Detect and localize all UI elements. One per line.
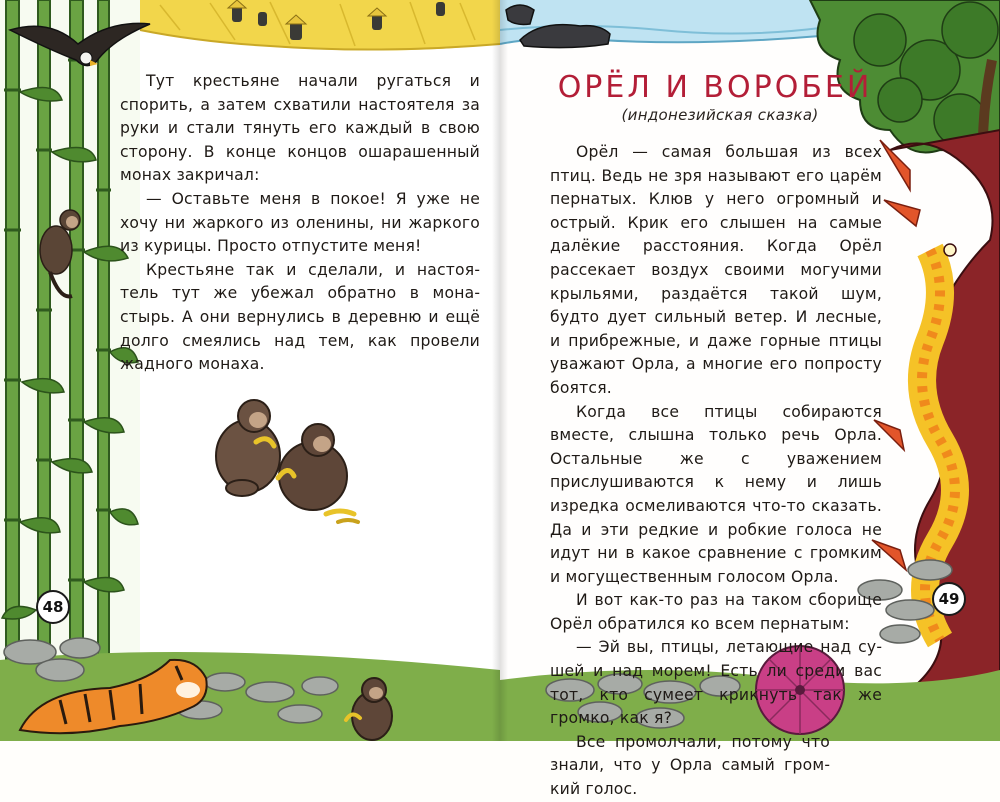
paragraph: — Оставьте меня в покое! Я уже не хочу ни жаркого из оленины, ни жаркого из курицы. Просто отпустите меня! bbox=[120, 189, 480, 256]
rice-field-workers-illustration bbox=[140, 0, 500, 52]
paragraph: Когда все птицы собираются вместе, слышна только речь Орла. Остальные же с уважением прислушиваются к нему и лишь изредка осмеливаются что-то сказать. Да и эти редкие и робкие голоса не идут ни в какое сравнение с громким и могущественным голосом Орла. bbox=[550, 402, 882, 586]
paragraph: И вот как-то раз на таком сборище Орёл обратился ко всем пернатым: bbox=[550, 591, 882, 633]
paragraph: — Эй вы, птицы, летающие над сушей и над морем! Есть ли среди вас тот, кто сумеет крикнуть так же громко, как я? bbox=[550, 638, 882, 728]
paragraph: Тут крестьяне начали ругаться и спорить, а затем схватили настоятеля за руки и стали тянуть его каждый в свою сторону. В конце концов ошарашенный монах закричал: bbox=[120, 72, 480, 185]
page-number-right: 49 bbox=[932, 582, 966, 616]
tiger-and-stones-illustration bbox=[0, 630, 500, 741]
paragraph: Все промолчали, потому что знали, что у Орла самый громкий голос. bbox=[550, 732, 830, 799]
monkeys-eating-bananas-illustration bbox=[208, 398, 368, 526]
page-number-left: 48 bbox=[36, 590, 70, 624]
paragraph: Крестьяне так и сделали, и настоятель тут же убежал обратно в монастырь. А они вернулись в деревню и ещё долго смеялись над тем, как провели жадного монаха. bbox=[120, 260, 480, 374]
left-page-text bbox=[120, 70, 480, 377]
left-page bbox=[0, 0, 500, 741]
right-page-text bbox=[550, 141, 882, 802]
story-title: ОРЁЛ И ВОРОБЕЙ bbox=[557, 70, 873, 105]
paragraph: Орёл — самая большая из всех птиц. Ведь не зря называют его царём пернатых. Клюв у него огромный и острый. Крик его слышен на самые далёкие расстояния. Когда Орёл рассекает воздух своими могучими крыльями, раздаётся такой шум, будто дует сильный ветер. И лесные, и прибрежные, и даже горные птицы уважают Орла, а многие его попросту боятся. bbox=[550, 143, 882, 397]
story-subtitle: (индонезийская сказка) bbox=[621, 106, 819, 124]
bamboo-with-eagle-and-monkey-illustration bbox=[0, 0, 140, 660]
